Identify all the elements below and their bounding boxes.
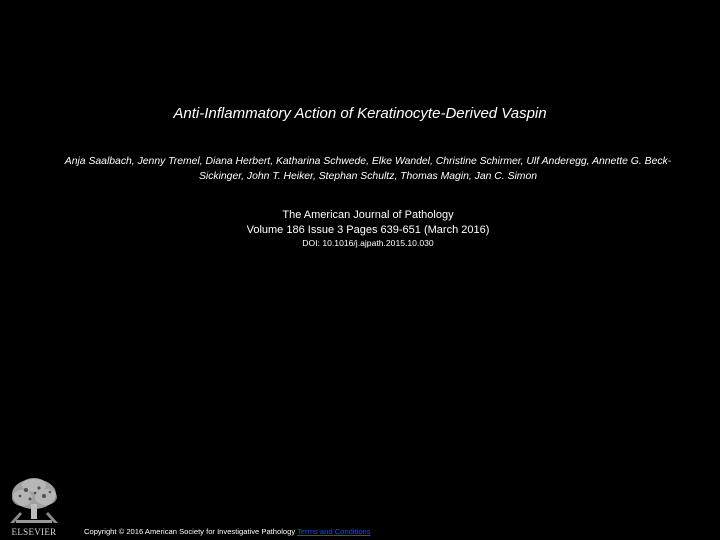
copyright-text: Copyright © 2016 American Society for Investigative Pathology: [84, 527, 298, 536]
doi-text: DOI: 10.1016/j.ajpath.2015.10.030: [302, 238, 434, 248]
article-title: Anti-Inflammatory Action of Keratinocyte-Derived Vaspin: [173, 105, 547, 122]
journal-citation: [0, 208, 720, 238]
author-list-line-2: Sickinger, John T. Heiker, Stephan Schultz, Thomas Magin, Jan C. Simon: [198, 171, 538, 182]
author-list-line-1: Anja Saalbach, Jenny Tremel, Diana Herbert, Katharina Schwede, Elke Wandel, Christine Schirmer, Ulf Anderegg, Annette G. Beck-: [64, 156, 672, 167]
tree-icon: [6, 476, 62, 526]
copyright-footer: [84, 527, 371, 537]
elsevier-logo: [6, 476, 62, 538]
terms-and-conditions-link[interactable]: Terms and Conditions: [297, 527, 371, 536]
journal-name: The American Journal of Pathology: [282, 209, 454, 221]
author-list: [36, 154, 700, 184]
elsevier-logo-text: ELSEVIER: [11, 527, 57, 537]
journal-volume-info: Volume 186 Issue 3 Pages 639-651 (March 2016): [246, 224, 490, 236]
